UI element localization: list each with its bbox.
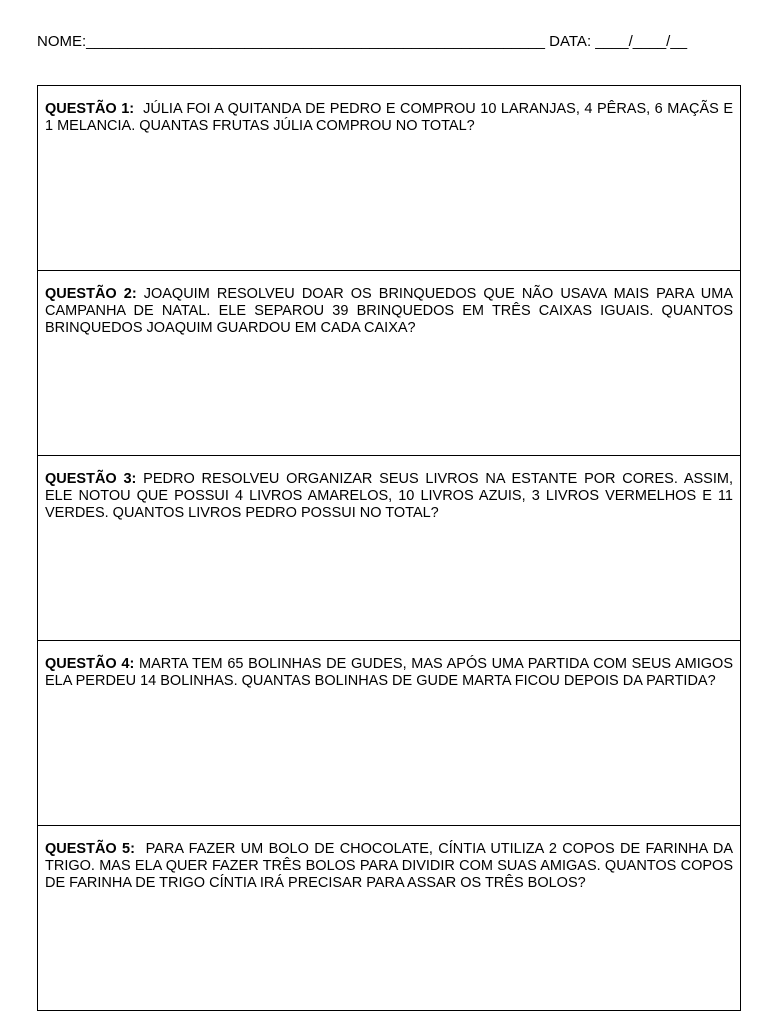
question-1-text: JÚLIA FOI A QUITANDA DE PEDRO E COMPROU 10 LARANJAS, 4 PÊRAS, 6 MAÇÃS E 1 MELANCIA. QUANTAS FRUTAS JÚLIA COMPROU NO TOTAL? bbox=[45, 101, 738, 134]
question-1 bbox=[38, 86, 740, 271]
question-5-text: PARA FAZER UM BOLO DE CHOCOLATE, CÍNTIA UTILIZA 2 COPOS DE FARINHA DA TRIGO. MAS ELA QUER FAZER TRÊS BOLOS PARA DIVIDIR COM SUAS AMIGAS. QUANTOS COPOS DE FARINHA DE TRIGO CÍNTIA IRÁ PRECISAR PARA ASSAR OS TRÊS BOLOS? bbox=[45, 841, 738, 891]
question-1-label: QUESTÃO 1: bbox=[45, 101, 135, 117]
question-2-label: QUESTÃO 2: bbox=[45, 286, 137, 302]
question-3-label: QUESTÃO 3: bbox=[45, 471, 137, 487]
question-4-label: QUESTÃO 4: bbox=[45, 656, 135, 672]
question-4 bbox=[38, 641, 740, 826]
question-5-label: QUESTÃO 5: bbox=[45, 841, 135, 857]
questions-box bbox=[37, 85, 741, 1011]
question-5 bbox=[38, 826, 740, 1010]
question-2-text: JOAQUIM RESOLVEU DOAR OS BRINQUEDOS QUE NÃO USAVA MAIS PARA UMA CAMPANHA DE NATAL. ELE SEPAROU 39 BRINQUEDOS EM TRÊS CAIXAS IGUAIS. QUANTOS BRINQUEDOS JOAQUIM GUARDOU EM CADA CAIXA? bbox=[45, 286, 738, 336]
name-date-header: NOME:_______________________________________________________ DATA: ____/____/__ bbox=[37, 33, 688, 50]
question-3-text: PEDRO RESOLVEU ORGANIZAR SEUS LIVROS NA ESTANTE POR CORES. ASSIM, ELE NOTOU QUE POSSUI 4 LIVROS AMARELOS, 10 LIVROS AZUIS, 3 LIVROS VERMELHOS E 11 VERDES. QUANTOS LIVROS PEDRO POSSUI NO TOTAL? bbox=[45, 471, 738, 521]
question-3 bbox=[38, 456, 740, 641]
question-4-text: MARTA TEM 65 BOLINHAS DE GUDES, MAS APÓS UMA PARTIDA COM SEUS AMIGOS ELA PERDEU 14 BOLINHAS. QUANTAS BOLINHAS DE GUDE MARTA FICOU DEPOIS DA PARTIDA? bbox=[45, 656, 738, 689]
question-2 bbox=[38, 271, 740, 456]
